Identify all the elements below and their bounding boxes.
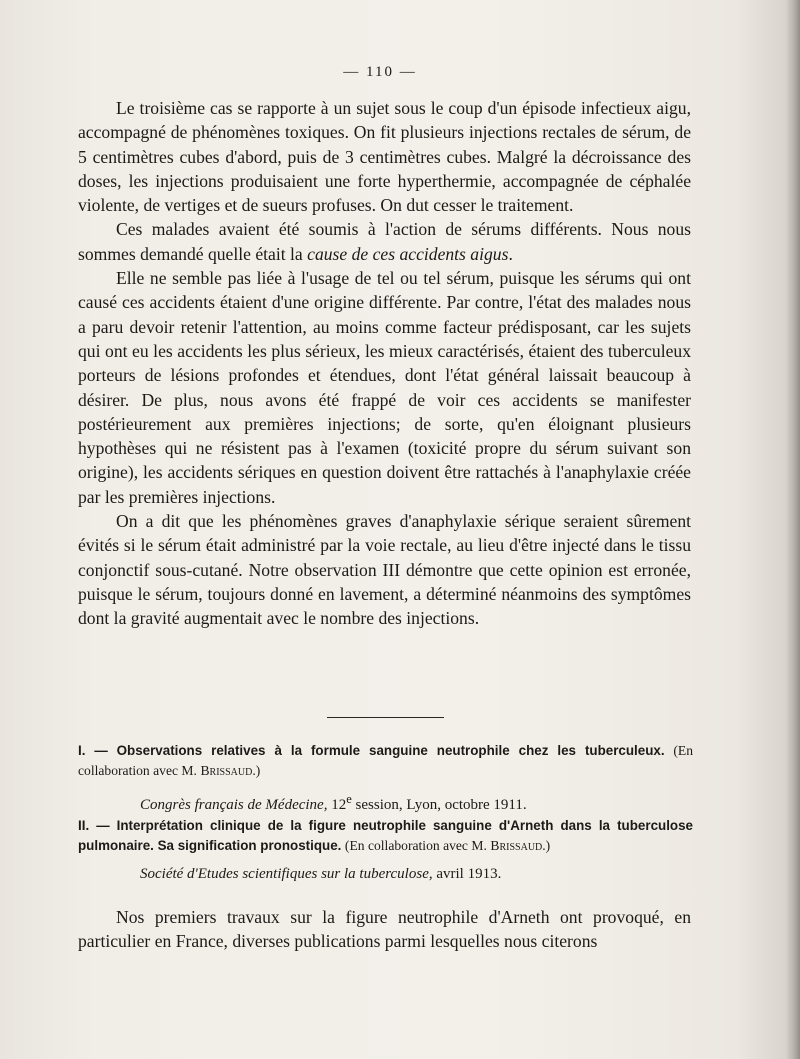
section-separator: [327, 717, 444, 718]
reference-title: Observations relatives à la formule sanguine neutrophile chez les tuberculeux.: [116, 743, 665, 758]
last-text-block: [78, 905, 691, 954]
reference-entry: [78, 741, 693, 815]
reference-citation: [140, 790, 693, 815]
reference-details-sup: e: [346, 792, 352, 806]
reference-collab-name: Brissaud: [200, 763, 253, 778]
page-edge-shadow: [786, 0, 800, 1059]
reference-number: I. —: [78, 743, 108, 758]
italic-cause-phrase: cause de ces accidents aigus: [307, 243, 509, 264]
paragraph-arneth-works: Nos premiers travaux sur la figure neutrophile d'Arneth ont provoqué, en particulier en France, diverses publications parmi lesquelles nous citerons: [78, 907, 691, 952]
paragraph-different-serums-end: .: [508, 243, 513, 264]
reference-journal: Congrès français de Médecine,: [140, 797, 328, 813]
reference-collab-suffix: .): [252, 763, 261, 778]
reference-details: avril 1913.: [432, 866, 502, 882]
reference-collab-suffix: .): [542, 838, 551, 853]
reference-details-start: 12: [331, 797, 347, 813]
reference-citation: [140, 865, 693, 884]
main-text-block: [78, 96, 691, 631]
paragraph-anaphylaxis-cause: Elle ne semble pas liée à l'usage de tel ou tel sérum, puisque les sérums qui ont causé ces accidents étaient d'une origine différente. Par contre, l'état des malades nous a paru devoir retenir l'attention, au moins comme facteur prédisposant, car les sujets qui ont eu les accidents les plus sérieux, les mieux caractérisés, étaient des tuberculeux porteurs de lésions profondes et étendues, dont l'état général laissait beaucoup à désirer. De plus, nous avons été frappé de voir ces accidents se manifester postérieurement aux premières injections; de sorte, qu'en éloignant plusieurs hypothèses qui ne résistent pas à l'examen (toxicité propre du sérum suivant son origine), les accidents sériques en question doivent être rattachés à l'anaphylaxie créée par les premières injections.: [78, 268, 691, 507]
reference-collab-prefix: (En collaboration avec M.: [78, 743, 694, 778]
reference-details: session, Lyon, octobre 1911.: [351, 797, 527, 813]
reference-number: II. —: [78, 818, 110, 833]
reference-collab-prefix: (En collaboration avec M.: [344, 838, 487, 853]
reference-collab-name: Brissaud: [490, 838, 543, 853]
paragraph-different-serums-text: Ces malades avaient été soumis à l'action de sérums différents. Nous nous sommes demandé quelle était la: [78, 219, 691, 264]
reference-journal: Société d'Etudes scientifiques sur la tuberculose,: [140, 866, 433, 882]
paragraph-third-case: Le troisième cas se rapporte à un sujet sous le coup d'un épisode infectieux aigu, accompagné de phénomènes toxiques. On fit plusieurs injections rectales de sérum, de 5 centimètres cubes d'abord, puis de 3 centimètres cubes. Malgré la décroissance des doses, les injections produisaient une forte hyperthermie, accompagnée de céphalée violente, de vertiges et de sueurs profuses. On dut cesser le traitement.: [78, 98, 691, 216]
reference-title: Interprétation clinique de la figure neutrophile sanguine d'Arneth dans la tuberculose pulmonaire. Sa signification pronostique.: [78, 818, 693, 853]
page-number: — 110 —: [343, 64, 417, 80]
paragraph-different-serums: [78, 217, 691, 266]
reference-entry: [78, 816, 693, 884]
paragraph-rectal-route: On a dit que les phénomènes graves d'anaphylaxie sérique seraient sûrement évités si le sérum était administré par la voie rectale, au lieu d'être injecté dans le tissu conjonctif sous-cutané. Notre observation III démontre que cette opinion est erronée, puisque le sérum, toujours donné en lavement, a déterminé néanmoins des symptômes dont la gravité augmentait avec le nombre des injections.: [78, 511, 691, 629]
